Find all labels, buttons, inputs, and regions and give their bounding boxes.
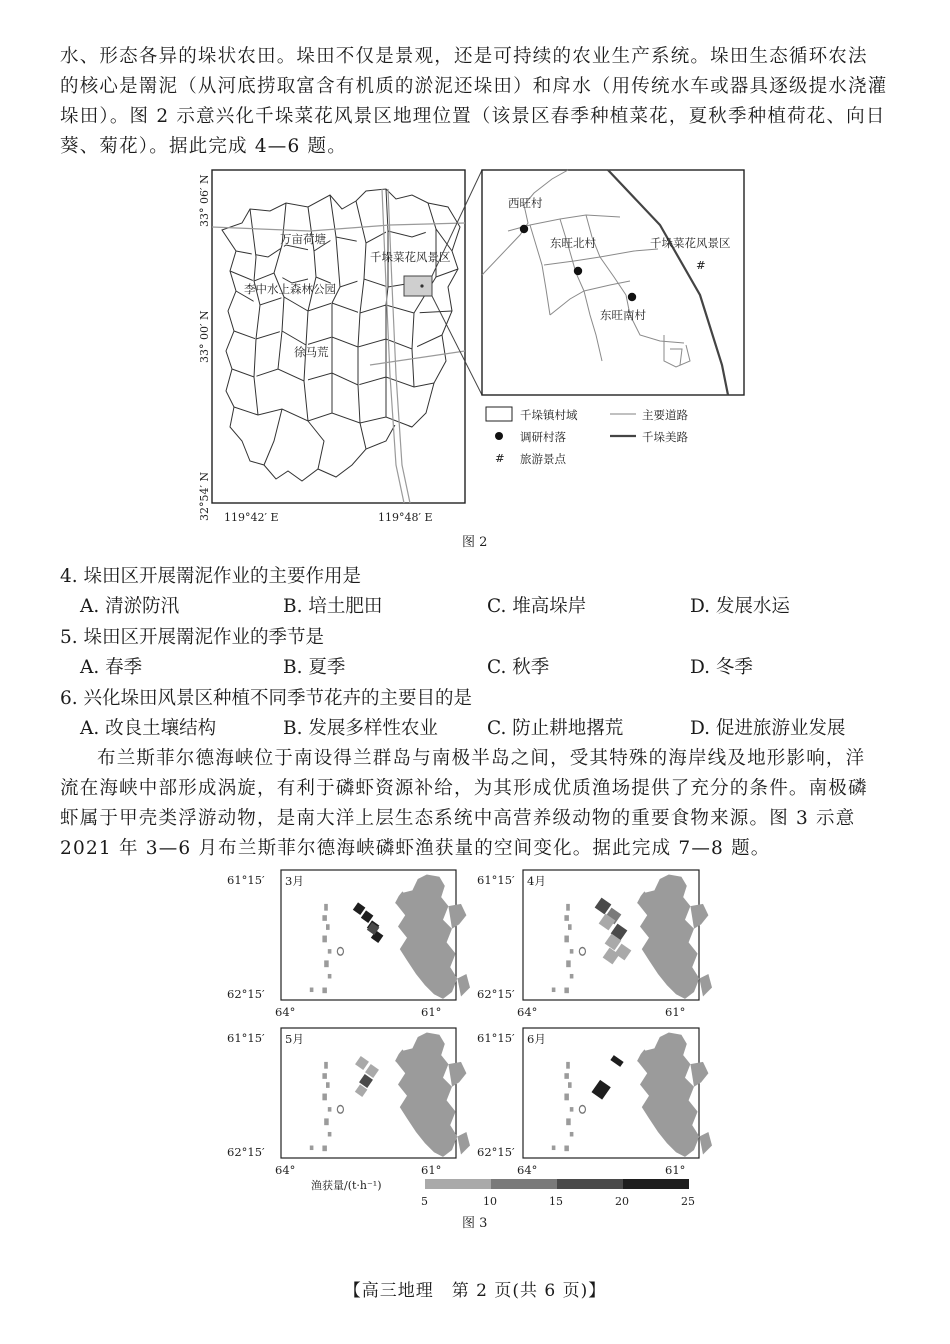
- panel-april-lon-left: 64°: [517, 1005, 538, 1019]
- lon-label-119-42: 119°42′ E: [224, 511, 279, 524]
- panel-march-lat-bottom: 62°15′: [227, 987, 265, 1001]
- panel-march-month: 3月: [285, 874, 304, 888]
- colorbar-tick-15: 15: [549, 1195, 563, 1208]
- krill-paragraph: [60, 744, 890, 864]
- colorbar-label: 渔获量/(t·h⁻¹): [311, 1179, 382, 1192]
- panel-may-lon-right: 61°: [421, 1163, 442, 1177]
- panel-may-lat-top: 61°15′: [227, 1031, 265, 1045]
- legend-main-road: 主要道路: [642, 408, 688, 422]
- panel-june-lat-top: 61°15′: [477, 1031, 515, 1045]
- panel-june: [477, 1028, 712, 1177]
- krill-line-2: 流在海峡中部形成涡旋，有利于磷虾资源补给，为其形成优质渔场提供了充分的条件。南极磷: [60, 778, 868, 799]
- colorbar-tick-10: 10: [483, 1195, 497, 1208]
- label-wanmu-hetang: 万亩荷塘: [280, 232, 326, 246]
- krill-line-1: 布兰斯菲尔德海峡位于南设得兰群岛与南极半岛之间，受其特殊的海岸线及地形影响，洋: [97, 748, 866, 769]
- figure-3-caption: 图 3: [462, 1216, 488, 1231]
- colorbar-tick-20: 20: [615, 1195, 629, 1208]
- panel-march-lon-right: 61°: [421, 1005, 442, 1019]
- panel-june-lat-bottom: 62°15′: [477, 1145, 515, 1159]
- lat-label-33-00: 33° 00′ N: [198, 310, 211, 363]
- question-4-option-d: D. 发展水运: [690, 596, 790, 617]
- figure-2-map: [190, 165, 760, 530]
- intro-paragraph: [60, 42, 890, 162]
- figure-2-legend: [486, 407, 688, 466]
- figure-2-caption: 图 2: [462, 535, 488, 550]
- krill-line-4: 2021 年 3—6 月布兰斯菲尔德海峡磷虾渔获量的空间变化。据此完成 7—8 题。: [60, 838, 771, 859]
- question-6-option-b: B. 发展多样性农业: [283, 718, 438, 739]
- panel-june-lon-left: 64°: [517, 1163, 538, 1177]
- legend-scenic-hash-icon: #: [495, 451, 505, 465]
- question-6-option-a: A. 改良土壤结构: [80, 718, 217, 739]
- label-xiwang-village: 西旺村: [508, 196, 543, 210]
- lat-label-32-54: 32°54′ N: [198, 471, 211, 521]
- question-4-option-a: A. 清淤防汛: [80, 596, 180, 617]
- question-6-option-d: D. 促进旅游业发展: [690, 718, 846, 739]
- lon-label-119-48: 119°48′ E: [378, 511, 433, 524]
- legend-survey-village: 调研村落: [520, 430, 566, 444]
- question-5-option-d: D. 冬季: [690, 657, 753, 678]
- question-4-option-b: B. 培土肥田: [283, 596, 383, 617]
- label-qianduo-scenic: 千垛菜花风景区: [370, 250, 451, 264]
- colorbar-segment-1: [425, 1179, 491, 1189]
- panel-april: [477, 870, 712, 1019]
- intro-line-1: 水、形态各异的垛状农田。垛田不仅是景观，还是可持续的农业生产系统。垛田生态循环农法: [60, 46, 868, 67]
- label-dongwang-north: 东旺北村: [550, 236, 596, 250]
- panel-april-lon-right: 61°: [665, 1005, 686, 1019]
- scenic-hash-icon: #: [696, 258, 706, 272]
- label-xumahuang: 徐马荒: [294, 345, 329, 359]
- intro-line-3: 垛田）。图 2 示意兴化千垛菜花风景区地理位置（该景区春季种植菜花，夏秋季种植荷花、向日: [60, 106, 886, 127]
- panel-march-lon-left: 64°: [275, 1005, 296, 1019]
- panel-may-lon-left: 64°: [275, 1163, 296, 1177]
- krill-line-3: 虾属于甲壳类浮游动物，是南大洋上层生态系统中高营养级动物的重要食物来源。图 3 示意: [60, 808, 856, 829]
- label-lizhong-park: 李中水上森林公园: [244, 282, 336, 296]
- page-footer: 【高三地理 第 2 页(共 6 页)】: [343, 1281, 607, 1301]
- question-4-option-c: C. 堆高垛岸: [487, 596, 587, 617]
- panel-may: [227, 1028, 470, 1177]
- panel-april-month: 4月: [527, 874, 546, 888]
- question-5-option-b: B. 夏季: [283, 657, 346, 678]
- colorbar-segment-4: [623, 1179, 689, 1189]
- legend-qianduo-road: 千垛美路: [642, 430, 688, 444]
- panel-may-lat-bottom: 62°15′: [227, 1145, 265, 1159]
- legend-scenic-spot: 旅游景点: [520, 452, 566, 466]
- colorbar-tick-25: 25: [681, 1195, 695, 1208]
- question-5-option-a: A. 春季: [80, 657, 143, 678]
- intro-line-2: 的核心是罱泥（从河底捞取富含有机质的淤泥还垛田）和戽水（用传统水车或器具逐级提水浇灌: [60, 76, 888, 97]
- panel-june-month: 6月: [527, 1032, 546, 1046]
- intro-line-4: 葵、菊花）。据此完成 4—6 题。: [60, 136, 347, 157]
- legend-township: 千垛镇村域: [520, 408, 578, 422]
- panel-march: [227, 870, 470, 1019]
- figure-3-maps: [225, 866, 725, 1211]
- panel-april-lat-bottom: 62°15′: [477, 987, 515, 1001]
- figure-3-colorbar: [311, 1178, 695, 1208]
- label-inset-scenic: 千垛菜花风景区: [650, 236, 731, 250]
- panel-april-lat-top: 61°15′: [477, 873, 515, 887]
- lat-label-33-06: 33° 06′ N: [198, 174, 211, 227]
- colorbar-tick-5: 5: [421, 1195, 428, 1208]
- question-6-stem: 6. 兴化垛田风景区种植不同季节花卉的主要目的是: [60, 688, 473, 709]
- panel-june-lon-right: 61°: [665, 1163, 686, 1177]
- question-5-stem: 5. 垛田区开展罱泥作业的季节是: [60, 627, 325, 648]
- panel-may-month: 5月: [285, 1032, 304, 1046]
- panel-march-lat-top: 61°15′: [227, 873, 265, 887]
- colorbar-segment-2: [491, 1179, 557, 1189]
- question-6-option-c: C. 防止耕地撂荒: [487, 718, 624, 739]
- question-5-option-c: C. 秋季: [487, 657, 550, 678]
- question-4-stem: 4. 垛田区开展罱泥作业的主要作用是: [60, 566, 362, 587]
- label-dongwang-south: 东旺南村: [600, 308, 646, 322]
- colorbar-segment-3: [557, 1179, 623, 1189]
